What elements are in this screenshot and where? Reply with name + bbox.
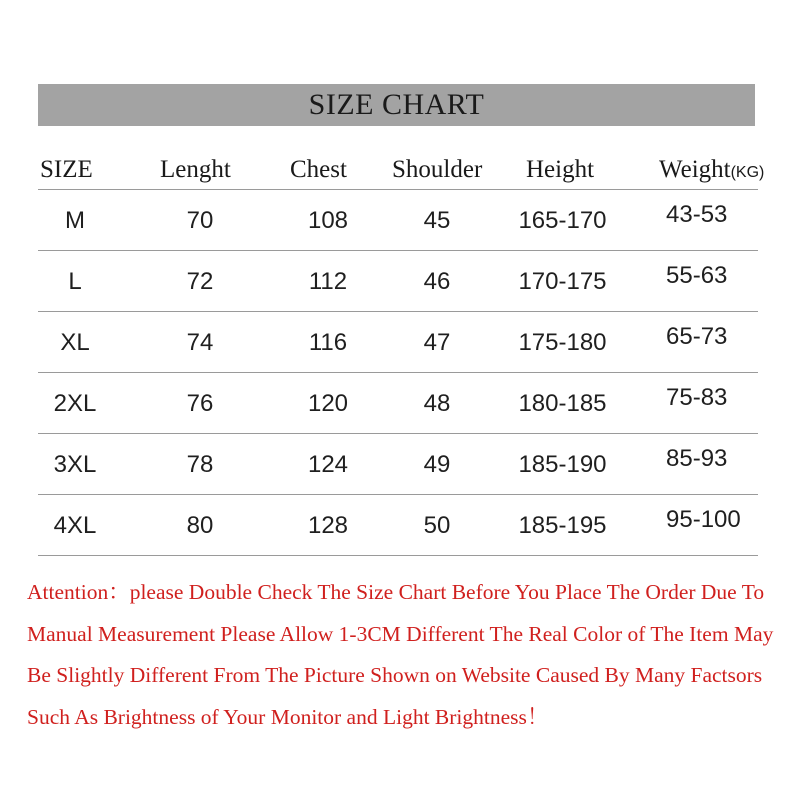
header-length: Lenght: [160, 156, 231, 183]
cell-height: 185-195: [518, 512, 607, 539]
cell-size: XL: [60, 329, 90, 356]
cell-chest: 116: [308, 329, 348, 356]
table-row: [0, 495, 800, 556]
cell-size: 4XL: [53, 512, 97, 539]
cell-height: 180-185: [518, 390, 607, 417]
cell-shoulder: 49: [423, 451, 451, 478]
attention-notice: Attention：please Double Check The Size Chart Before You Place The Order Due To Manual Measurement Please Allow 1-3CM Different The Real Color of The Item May Be Slightly Different From The Picture Shown on Website Caused By Many Factsors Such As Brightness of Your Monitor and Light Brightness！: [27, 580, 774, 729]
cell-length: 70: [186, 207, 214, 234]
cell-weight: 95-100: [666, 506, 741, 533]
cell-shoulder: 48: [423, 390, 451, 417]
cell-length: 72: [186, 268, 214, 295]
cell-height: 170-175: [518, 268, 607, 295]
cell-height: 185-190: [518, 451, 607, 478]
header-height: Height: [526, 156, 595, 183]
header-weight-unit: (KG): [730, 164, 765, 181]
cell-length: 76: [186, 390, 214, 417]
cell-chest: 120: [307, 390, 349, 417]
table-header: [0, 150, 800, 190]
cell-shoulder: 50: [423, 512, 451, 539]
table-bottom-divider: [38, 555, 758, 556]
table-row: [0, 373, 800, 434]
cell-chest: 128: [307, 512, 349, 539]
title-banner: [38, 84, 755, 126]
table-row: [0, 312, 800, 373]
cell-weight: 55-63: [666, 262, 728, 289]
header-size: SIZE: [40, 156, 93, 183]
cell-shoulder: 46: [423, 268, 451, 295]
cell-chest: 108: [307, 207, 349, 234]
cell-length: 78: [186, 451, 214, 478]
cell-size: L: [68, 268, 82, 295]
cell-weight: 65-73: [666, 323, 728, 350]
table-row: [0, 251, 800, 312]
cell-weight: 43-53: [666, 201, 728, 228]
table-row: [0, 434, 800, 495]
cell-size: 3XL: [53, 451, 97, 478]
cell-weight: 85-93: [666, 445, 728, 472]
cell-chest: 124: [307, 451, 349, 478]
cell-length: 74: [186, 329, 214, 356]
header-chest: Chest: [290, 156, 347, 183]
header-shoulder: Shoulder: [392, 156, 483, 183]
cell-length: 80: [186, 512, 214, 539]
cell-chest: 112: [308, 268, 348, 295]
page-title: SIZE CHART: [308, 88, 485, 121]
table-row: [0, 190, 800, 251]
cell-shoulder: 45: [423, 207, 451, 234]
cell-shoulder: 47: [423, 329, 451, 356]
cell-size: 2XL: [53, 390, 97, 417]
cell-height: 175-180: [518, 329, 607, 356]
header-weight: [659, 150, 764, 190]
cell-size: M: [65, 207, 85, 234]
header-weight-label: Weight: [659, 156, 731, 183]
cell-weight: 75-83: [666, 384, 728, 411]
cell-height: 165-170: [518, 207, 607, 234]
